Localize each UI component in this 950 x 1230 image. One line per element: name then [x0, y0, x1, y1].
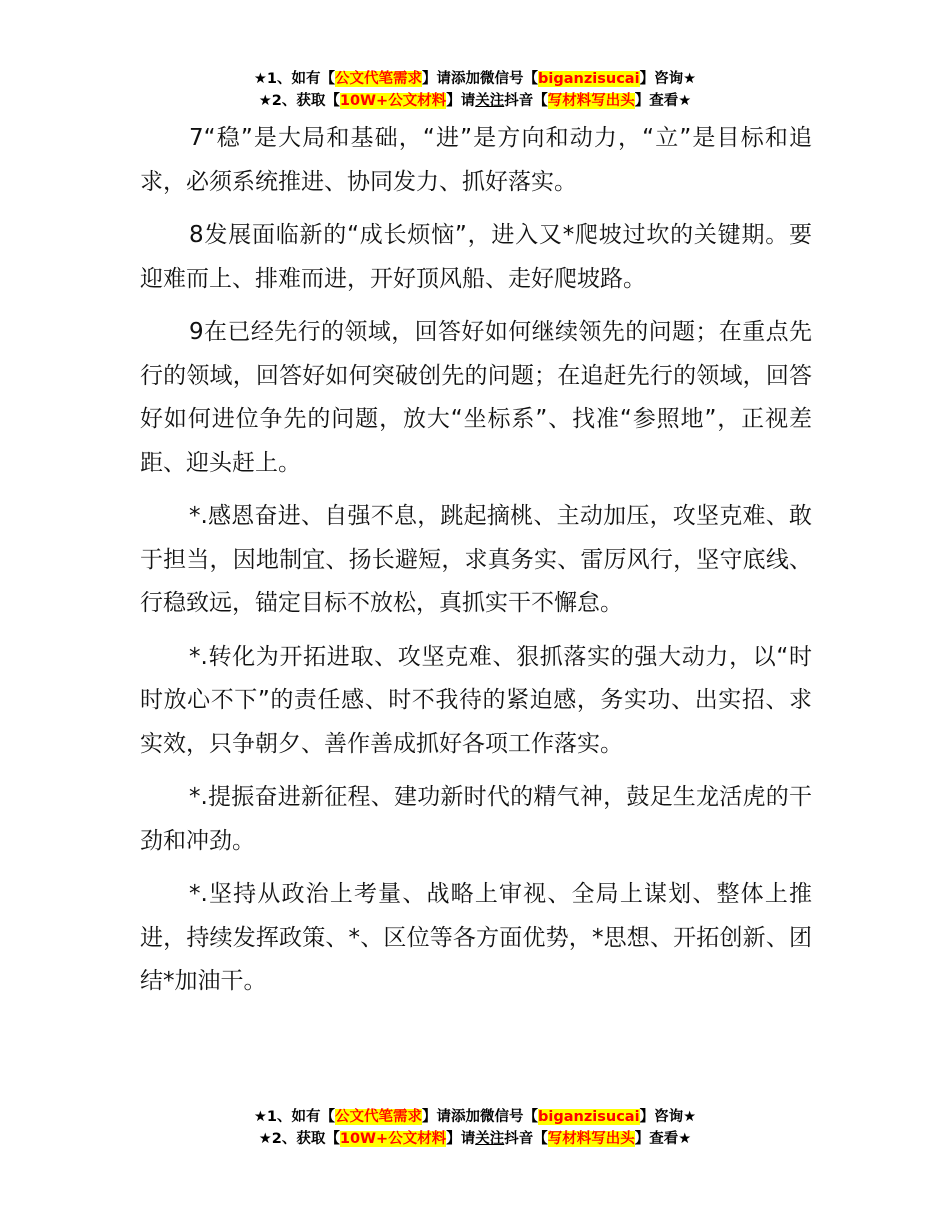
banner-line-2 — [0, 90, 950, 112]
banner-highlight: biganzisucai — [538, 1109, 640, 1125]
banner-text: 】咨询★ — [639, 71, 697, 87]
banner-text: 】请 — [446, 93, 476, 109]
paragraph-8: 8发展面临新的“成长烦恼”，进入又*爬坡过坎的关键期。要迎难而上、排难而进，开好顶风船、走好爬坡路。 — [140, 222, 812, 292]
paragraph-9: 9在已经先行的领域，回答好如何继续领先的问题；在重点先行的领域，回答好如何突破创先的问题；在追赶先行的领域，回答好如何进位争先的问题，放大“坐标系”、找准“参照地”，正视差距、迎头赶上。 — [140, 319, 812, 476]
banner-text: 】咨询★ — [639, 1109, 697, 1125]
paragraph-7: 7“稳”是大局和基础，“进”是方向和动力，“立”是目标和追求，必须系统推进、协同发力、抓好落实。 — [140, 125, 812, 195]
banner-underlined-text: 关注 — [475, 93, 505, 109]
banner-line-1 — [0, 68, 950, 90]
banner-text: 】查看★ — [634, 93, 692, 109]
banner-text: ★2、获取【 — [258, 1131, 340, 1147]
paragraph-item: *.坚持从政治上考量、战略上审视、全局上谋划、整体上推进，持续发挥政策、*、区位等各方面优势，*思想、开拓创新、团结*加油干。 — [140, 881, 812, 994]
footer-banner — [0, 1106, 950, 1150]
banner-underlined-text: 关注 — [475, 1131, 505, 1147]
banner-text: 抖音【 — [504, 1131, 548, 1147]
banner-text: 】请添加微信号【 — [422, 71, 539, 87]
banner-text: 】请添加微信号【 — [422, 1109, 539, 1125]
banner-highlight: 公文代笔需求 — [335, 1109, 423, 1125]
banner-highlight: 10W+公文材料 — [339, 93, 447, 109]
banner-text: 抖音【 — [504, 93, 548, 109]
header-banner — [0, 68, 950, 112]
banner-text: 】请 — [446, 1131, 476, 1147]
banner-highlight: 10W+公文材料 — [339, 1131, 447, 1147]
paragraph-item: *.提振奋进新征程、建功新时代的精气神，鼓足生龙活虎的干劲和冲劲。 — [140, 784, 812, 854]
banner-highlight: 公文代笔需求 — [335, 71, 423, 87]
document-body — [140, 117, 812, 1014]
banner-highlight: 写材料写出头 — [547, 1131, 635, 1147]
banner-highlight: biganzisucai — [538, 71, 640, 87]
paragraph-item: *.感恩奋进、自强不息，跳起摘桃、主动加压，攻坚克难、敢于担当，因地制宜、扬长避短，求真务实、雷厉风行，坚守底线、行稳致远，锚定目标不放松，真抓实干不懈怠。 — [140, 503, 812, 616]
banner-text: 】查看★ — [634, 1131, 692, 1147]
banner-text: ★1、如有【 — [253, 1109, 336, 1125]
banner-line-2 — [0, 1128, 950, 1150]
banner-highlight: 写材料写出头 — [547, 93, 635, 109]
paragraph-item: *.转化为开拓进取、攻坚克难、狠抓落实的强大动力，以“时时放心不下”的责任感、时不我待的紧迫感，务实功、出实招、求实效，只争朝夕、善作善成抓好各项工作落实。 — [140, 643, 812, 757]
banner-text: ★2、获取【 — [258, 93, 340, 109]
banner-line-1 — [0, 1106, 950, 1128]
banner-text: ★1、如有【 — [253, 71, 336, 87]
